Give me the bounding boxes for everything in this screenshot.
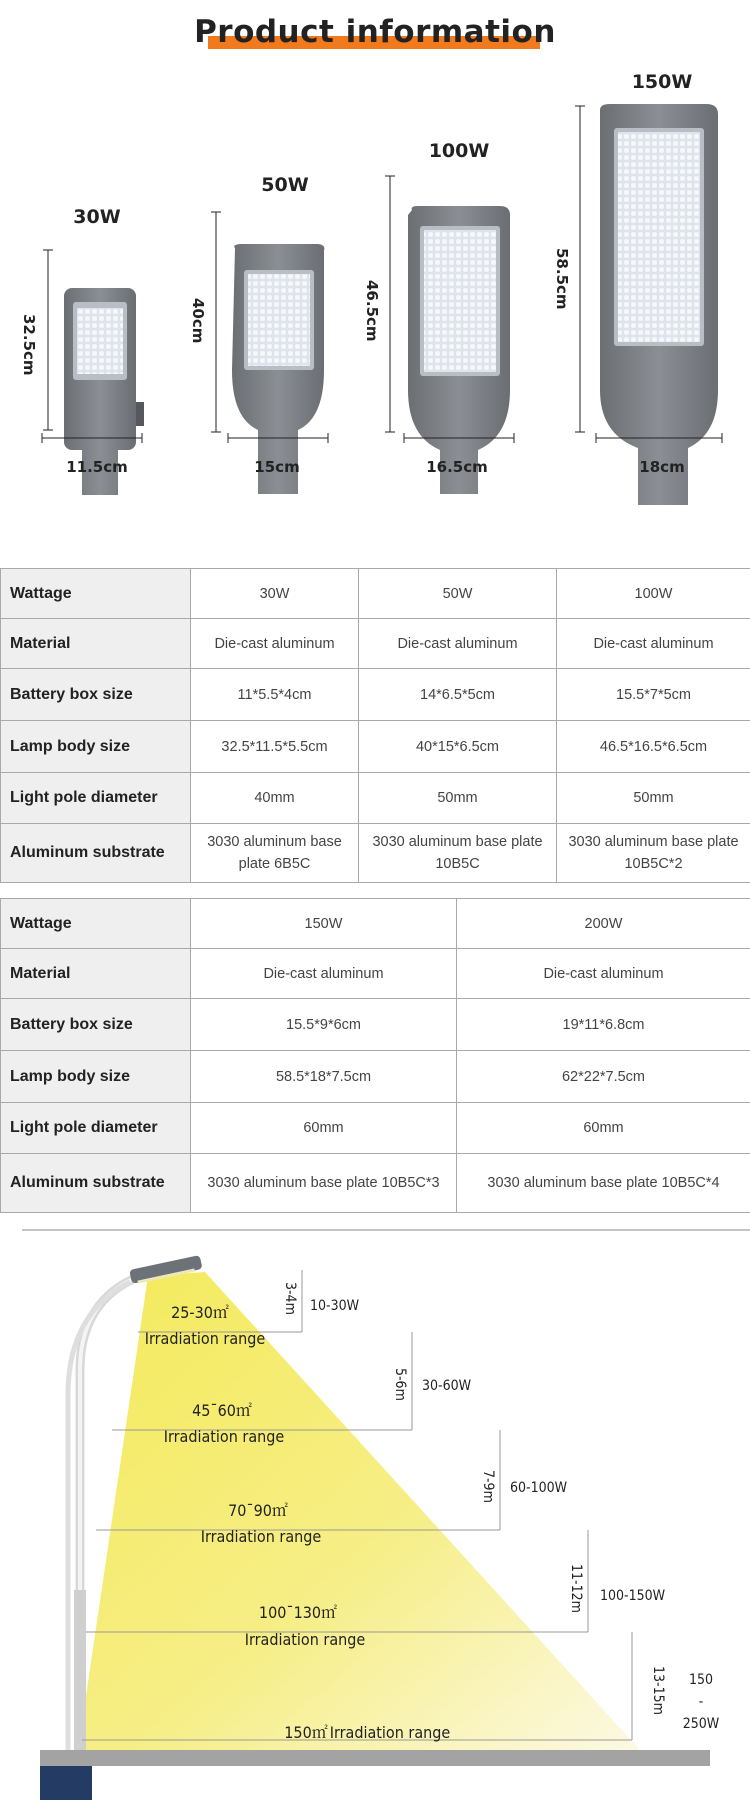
lamp-150w xyxy=(600,104,718,505)
lamp-size-comparison xyxy=(0,70,750,550)
row-label: Battery box size xyxy=(1,669,191,721)
power-label: 60-100W xyxy=(510,1480,568,1496)
spec-table-2 xyxy=(0,898,750,1213)
table-row xyxy=(1,669,750,721)
table-cell: 3030 aluminum base plate 10B5C xyxy=(359,824,557,883)
table-cell: 58.5*18*7.5cm xyxy=(191,1051,457,1103)
table-cell: 19*11*6.8cm xyxy=(457,999,750,1051)
area-label: 70¯90㎡ xyxy=(228,1501,288,1520)
range-label: Irradiation range xyxy=(164,1427,285,1446)
lamp-150w-label: 150W xyxy=(632,71,693,93)
table-cell: 60mm xyxy=(457,1103,750,1154)
table-cell: 200W xyxy=(457,899,750,949)
table-row xyxy=(1,899,750,949)
table-cell: 3030 aluminum base plate 10B5C*4 xyxy=(457,1154,750,1213)
table-row xyxy=(1,721,750,773)
row-label: Lamp body size xyxy=(1,721,191,773)
area-label: 45¯60㎡ xyxy=(192,1401,252,1420)
table-cell: 32.5*11.5*5.5cm xyxy=(191,721,359,773)
table-cell: 50W xyxy=(359,569,557,619)
lamp-50w xyxy=(232,244,324,494)
lamp-50w-width: 15cm xyxy=(254,458,299,476)
lamp-150w-height: 58.5cm xyxy=(553,248,571,310)
page-title: Product information xyxy=(0,14,750,50)
row-label: Wattage xyxy=(1,899,191,949)
range-label: Irradiation range xyxy=(330,1723,451,1742)
lamp-100w xyxy=(408,206,510,494)
lamp-50w-label: 50W xyxy=(261,174,308,196)
table-row xyxy=(1,949,750,999)
row-label: Battery box size xyxy=(1,999,191,1051)
area-label: 100¯130㎡ xyxy=(259,1603,337,1622)
table-cell: 40*15*6.5cm xyxy=(359,721,557,773)
table-cell: Die-cast aluminum xyxy=(557,619,750,669)
irradiation-diagram xyxy=(0,1220,750,1814)
lamp-100w-label: 100W xyxy=(429,140,490,162)
lamp-100w-width: 16.5cm xyxy=(426,458,488,476)
table-cell: 46.5*16.5*6.5cm xyxy=(557,721,750,773)
range-label: Irradiation range xyxy=(245,1630,366,1649)
ground xyxy=(40,1750,710,1766)
range-label: Irradiation range xyxy=(201,1527,322,1546)
height-label: 7-9m xyxy=(480,1470,496,1503)
lamp-100w-height: 46.5cm xyxy=(363,280,381,342)
power-label-top: 150 xyxy=(689,1672,713,1688)
height-label: 13-15m xyxy=(650,1666,666,1715)
area-label: 25-30㎡ xyxy=(171,1303,229,1322)
lamp-30w-height: 32.5cm xyxy=(20,314,38,376)
table-cell: 3030 aluminum base plate 10B5C*2 xyxy=(557,824,750,883)
table-cell: 11*5.5*4cm xyxy=(191,669,359,721)
table-row xyxy=(1,619,750,669)
lamp-30w-width: 11.5cm xyxy=(66,458,128,476)
table-cell: 3030 aluminum base plate 10B5C*3 xyxy=(191,1154,457,1213)
table-row xyxy=(1,1051,750,1103)
table-cell: 3030 aluminum base plate 6B5C xyxy=(191,824,359,883)
table-cell: 60mm xyxy=(191,1103,457,1154)
lamp-150w-width: 18cm xyxy=(639,458,684,476)
range-label: Irradiation range xyxy=(145,1329,266,1348)
table-cell: 150W xyxy=(191,899,457,949)
height-label: 5-6m xyxy=(392,1368,408,1401)
table-cell: 62*22*7.5cm xyxy=(457,1051,750,1103)
height-label: 11-12m xyxy=(568,1564,584,1613)
table-row xyxy=(1,999,750,1051)
row-label: Wattage xyxy=(1,569,191,619)
power-label-bottom: 250W xyxy=(683,1716,720,1732)
spec-table-1 xyxy=(0,568,750,883)
table-cell: 30W xyxy=(191,569,359,619)
row-label: Light pole diameter xyxy=(1,773,191,824)
row-label: Light pole diameter xyxy=(1,1103,191,1154)
table-row xyxy=(1,773,750,824)
height-label: 3-4m xyxy=(282,1282,298,1315)
table-cell: 15.5*7*5cm xyxy=(557,669,750,721)
table-cell: Die-cast aluminum xyxy=(457,949,750,999)
table-cell: Die-cast aluminum xyxy=(359,619,557,669)
table-row xyxy=(1,1103,750,1154)
lamp-50w-height: 40cm xyxy=(189,298,207,343)
table-row xyxy=(1,824,750,883)
area-label: 150㎡ xyxy=(284,1723,327,1742)
table-cell: 100W xyxy=(557,569,750,619)
power-label: 30-60W xyxy=(422,1378,472,1394)
lamp-30w-label: 30W xyxy=(73,206,120,228)
title-section xyxy=(0,0,750,70)
table-cell: 14*6.5*5cm xyxy=(359,669,557,721)
row-label: Lamp body size xyxy=(1,1051,191,1103)
table-cell: 40mm xyxy=(191,773,359,824)
table-row xyxy=(1,1154,750,1213)
row-label: Material xyxy=(1,619,191,669)
irradiation-illustration xyxy=(0,1220,750,1814)
table-cell: 15.5*9*6cm xyxy=(191,999,457,1051)
table-cell: Die-cast aluminum xyxy=(191,619,359,669)
table-row xyxy=(1,569,750,619)
power-label: 100-150W xyxy=(600,1588,666,1604)
table-cell: 50mm xyxy=(557,773,750,824)
row-label: Aluminum substrate xyxy=(1,824,191,883)
power-label-mid: - xyxy=(699,1694,704,1710)
power-label: 10-30W xyxy=(310,1298,360,1314)
pole-base xyxy=(40,1766,92,1800)
table-cell: Die-cast aluminum xyxy=(191,949,457,999)
row-label: Aluminum substrate xyxy=(1,1154,191,1213)
table-cell: 50mm xyxy=(359,773,557,824)
row-label: Material xyxy=(1,949,191,999)
